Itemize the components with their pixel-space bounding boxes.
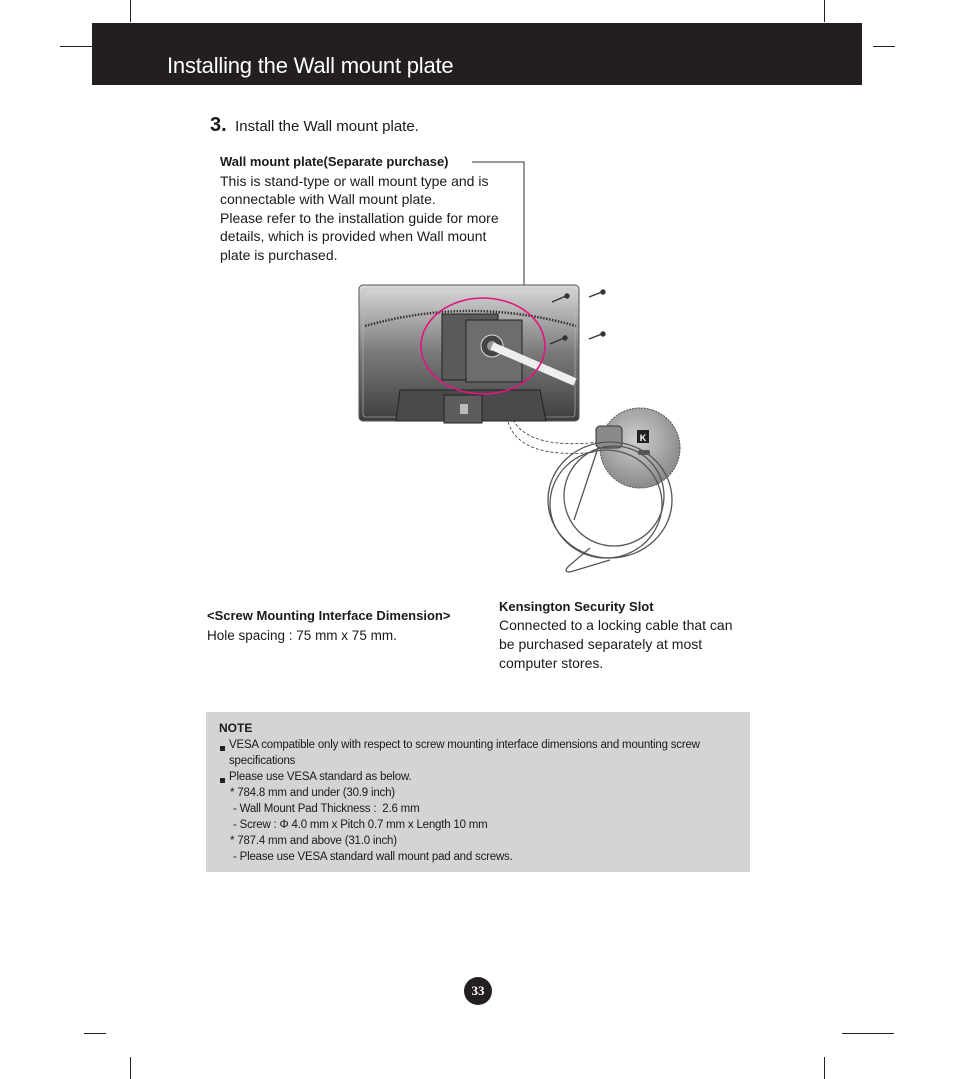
crop-mark <box>130 0 131 22</box>
kensington-line: computer stores. <box>499 655 604 671</box>
screw-interface-block <box>207 606 487 646</box>
kensington-line: be purchased separately at most <box>499 636 703 652</box>
note-text: specifications <box>229 755 296 767</box>
crop-mark <box>842 1033 894 1034</box>
wall-mount-line: This is stand-type or wall mount type and is <box>220 172 489 189</box>
note-sub-line: - Please use VESA standard wall mount pad and screws. <box>230 851 513 863</box>
wall-mount-line: connectable with Wall mount plate. <box>220 191 436 207</box>
crop-mark <box>824 1057 825 1079</box>
kensington-title: Kensington Security Slot <box>499 599 654 614</box>
note-sub-line: - Screw : Φ 4.0 mm x Pitch 0.7 mm x Length 10 mm <box>230 819 488 831</box>
note-title: NOTE <box>219 721 253 735</box>
step-text: Install the Wall mount plate. <box>235 118 419 135</box>
crop-mark <box>60 46 92 47</box>
screw-interface-text: Hole spacing : 75 mm x 75 mm. <box>207 628 397 643</box>
crop-mark <box>873 46 895 47</box>
note-body <box>219 737 744 865</box>
note-text: VESA compatible only with respect to screw mounting interface dimensions and mounting screw <box>229 739 700 751</box>
screw-interface-title: <Screw Mounting Interface Dimension> <box>207 608 451 623</box>
page-header <box>92 23 862 85</box>
crop-mark <box>130 1057 131 1079</box>
kensington-lock <box>596 426 622 448</box>
kensington-line: Connected to a locking cable that can <box>499 617 733 633</box>
monitor-wall-mount-illustration <box>350 160 720 580</box>
note-sub-line: * 784.8 mm and under (30.9 inch) <box>230 787 395 799</box>
bullet-icon <box>220 746 225 751</box>
callout-leader-line <box>472 162 524 305</box>
page-title: Installing the Wall mount plate <box>167 53 454 78</box>
note-text: Please use VESA standard as below. <box>229 771 412 783</box>
note-sub-line: * 787.4 mm and above (31.0 inch) <box>230 835 397 847</box>
step-heading <box>210 114 419 137</box>
wall-mount-title: Wall mount plate(Separate purchase) <box>220 154 449 169</box>
note-bullet <box>219 737 744 769</box>
page-number: 33 <box>464 977 492 1005</box>
wall-mount-line: details, which is provided when Wall mount <box>220 228 487 244</box>
step-number: 3. <box>210 114 227 136</box>
note-box <box>206 712 750 872</box>
note-sub-line: - Wall Mount Pad Thickness : 2.6 mm <box>230 803 420 815</box>
kensington-lock-icon: K <box>639 433 647 443</box>
wall-mount-line: Please refer to the installation guide for more <box>220 209 499 226</box>
kensington-block <box>499 597 759 673</box>
wall-mount-line: plate is purchased. <box>220 246 338 263</box>
crop-mark <box>824 0 825 22</box>
note-bullet <box>219 769 744 785</box>
bullet-icon <box>220 778 225 783</box>
crop-mark <box>84 1033 106 1034</box>
